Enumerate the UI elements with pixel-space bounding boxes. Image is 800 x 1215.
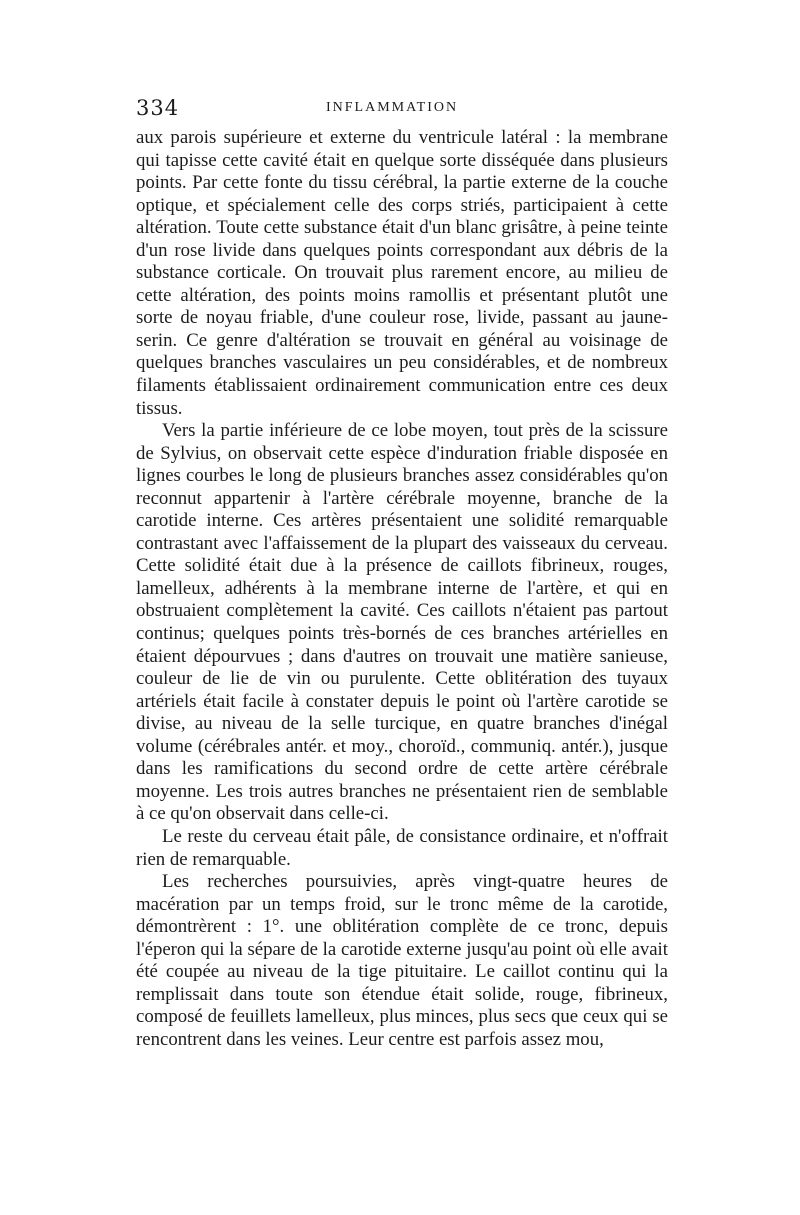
page-number: 334 xyxy=(136,96,180,120)
running-head: INFLAMMATION xyxy=(326,100,459,115)
page-header xyxy=(136,96,676,122)
paragraph-sylvius: Vers la partie inférieure de ce lobe moyen, tout près de la scissure de Sylvius, on observait cette espèce d'induration friable disposée en lignes courbes le long de plusieurs branches assez considérables qu'on reconnut appartenir à l'artère cérébrale moyenne, branche de la carotide interne. Ces artères présentaient une solidité remarquable contrastant avec l'affaissement de la plupart des vaisseaux du cerveau. Cette solidité était due à la présence de caillots fibrineux, rouges, lamelleux, adhérents à la membrane interne de l'artère, et qui en obstruaient complètement la cavité. Ces caillots n'étaient pas partout continus; quelques points très-bornés de ces branches artérielles en étaient dépourvues ; dans d'autres on trouvait une matière sanieuse, couleur de lie de vin ou purulente. Cette oblitération des tuyaux artériels était facile à constater depuis le point où l'artère carotide se divise, au niveau de la selle turcique, en quatre branches d'inégal volume (cérébrales antér. et moy., choroïd., communiq. antér.), jusque dans les ramifications du second ordre de cette artère cérébrale moyenne. Les trois autres branches ne présentaient rien de semblable à ce qu'on observait dans celle-ci. xyxy=(136,420,668,825)
body-text xyxy=(136,127,668,1051)
paragraph-continuation: aux parois supérieure et externe du ventricule latéral : la membrane qui tapisse cette cavité était en quelque sorte disséquée dans plusieurs points. Par cette fonte du tissu cérébral, la partie externe de la couche optique, et spécialement celle des corps striés, participaient à cette altération. Toute cette substance était d'un blanc grisâtre, à peine teinte d'un rose livide dans quelques points correspondant aux débris de la substance corticale. On trouvait plus rarement encore, au milieu de cette altération, des points moins ramollis et présentant plutôt une sorte de noyau friable, d'une couleur rose, livide, passant au jaune-serin. Ce genre d'altération se trouvait en général au voisinage de quelques branches vasculaires un peu considérables, et de nombreux filaments établissaient ordinairement communication entre ces deux tissus. xyxy=(136,127,668,419)
paragraph-recherches: Les recherches poursuivies, après vingt-quatre heures de macération par un temps froid, sur le tronc même de la carotide, démontrèrent : 1°. une oblitération complète de ce tronc, depuis l'éperon qui la sépare de la carotide externe jusqu'au point où elle avait été coupée au niveau de la tige pituitaire. Le caillot continu qui la remplissait dans toute son étendue était solide, rouge, fibrineux, composé de feuillets lamelleux, plus minces, plus secs que ceux qui se rencontrent dans les veines. Leur centre est parfois assez mou, xyxy=(136,871,668,1050)
paragraph-cerveau: Le reste du cerveau était pâle, de consistance ordinaire, et n'offrait rien de remarquable. xyxy=(136,825,668,870)
